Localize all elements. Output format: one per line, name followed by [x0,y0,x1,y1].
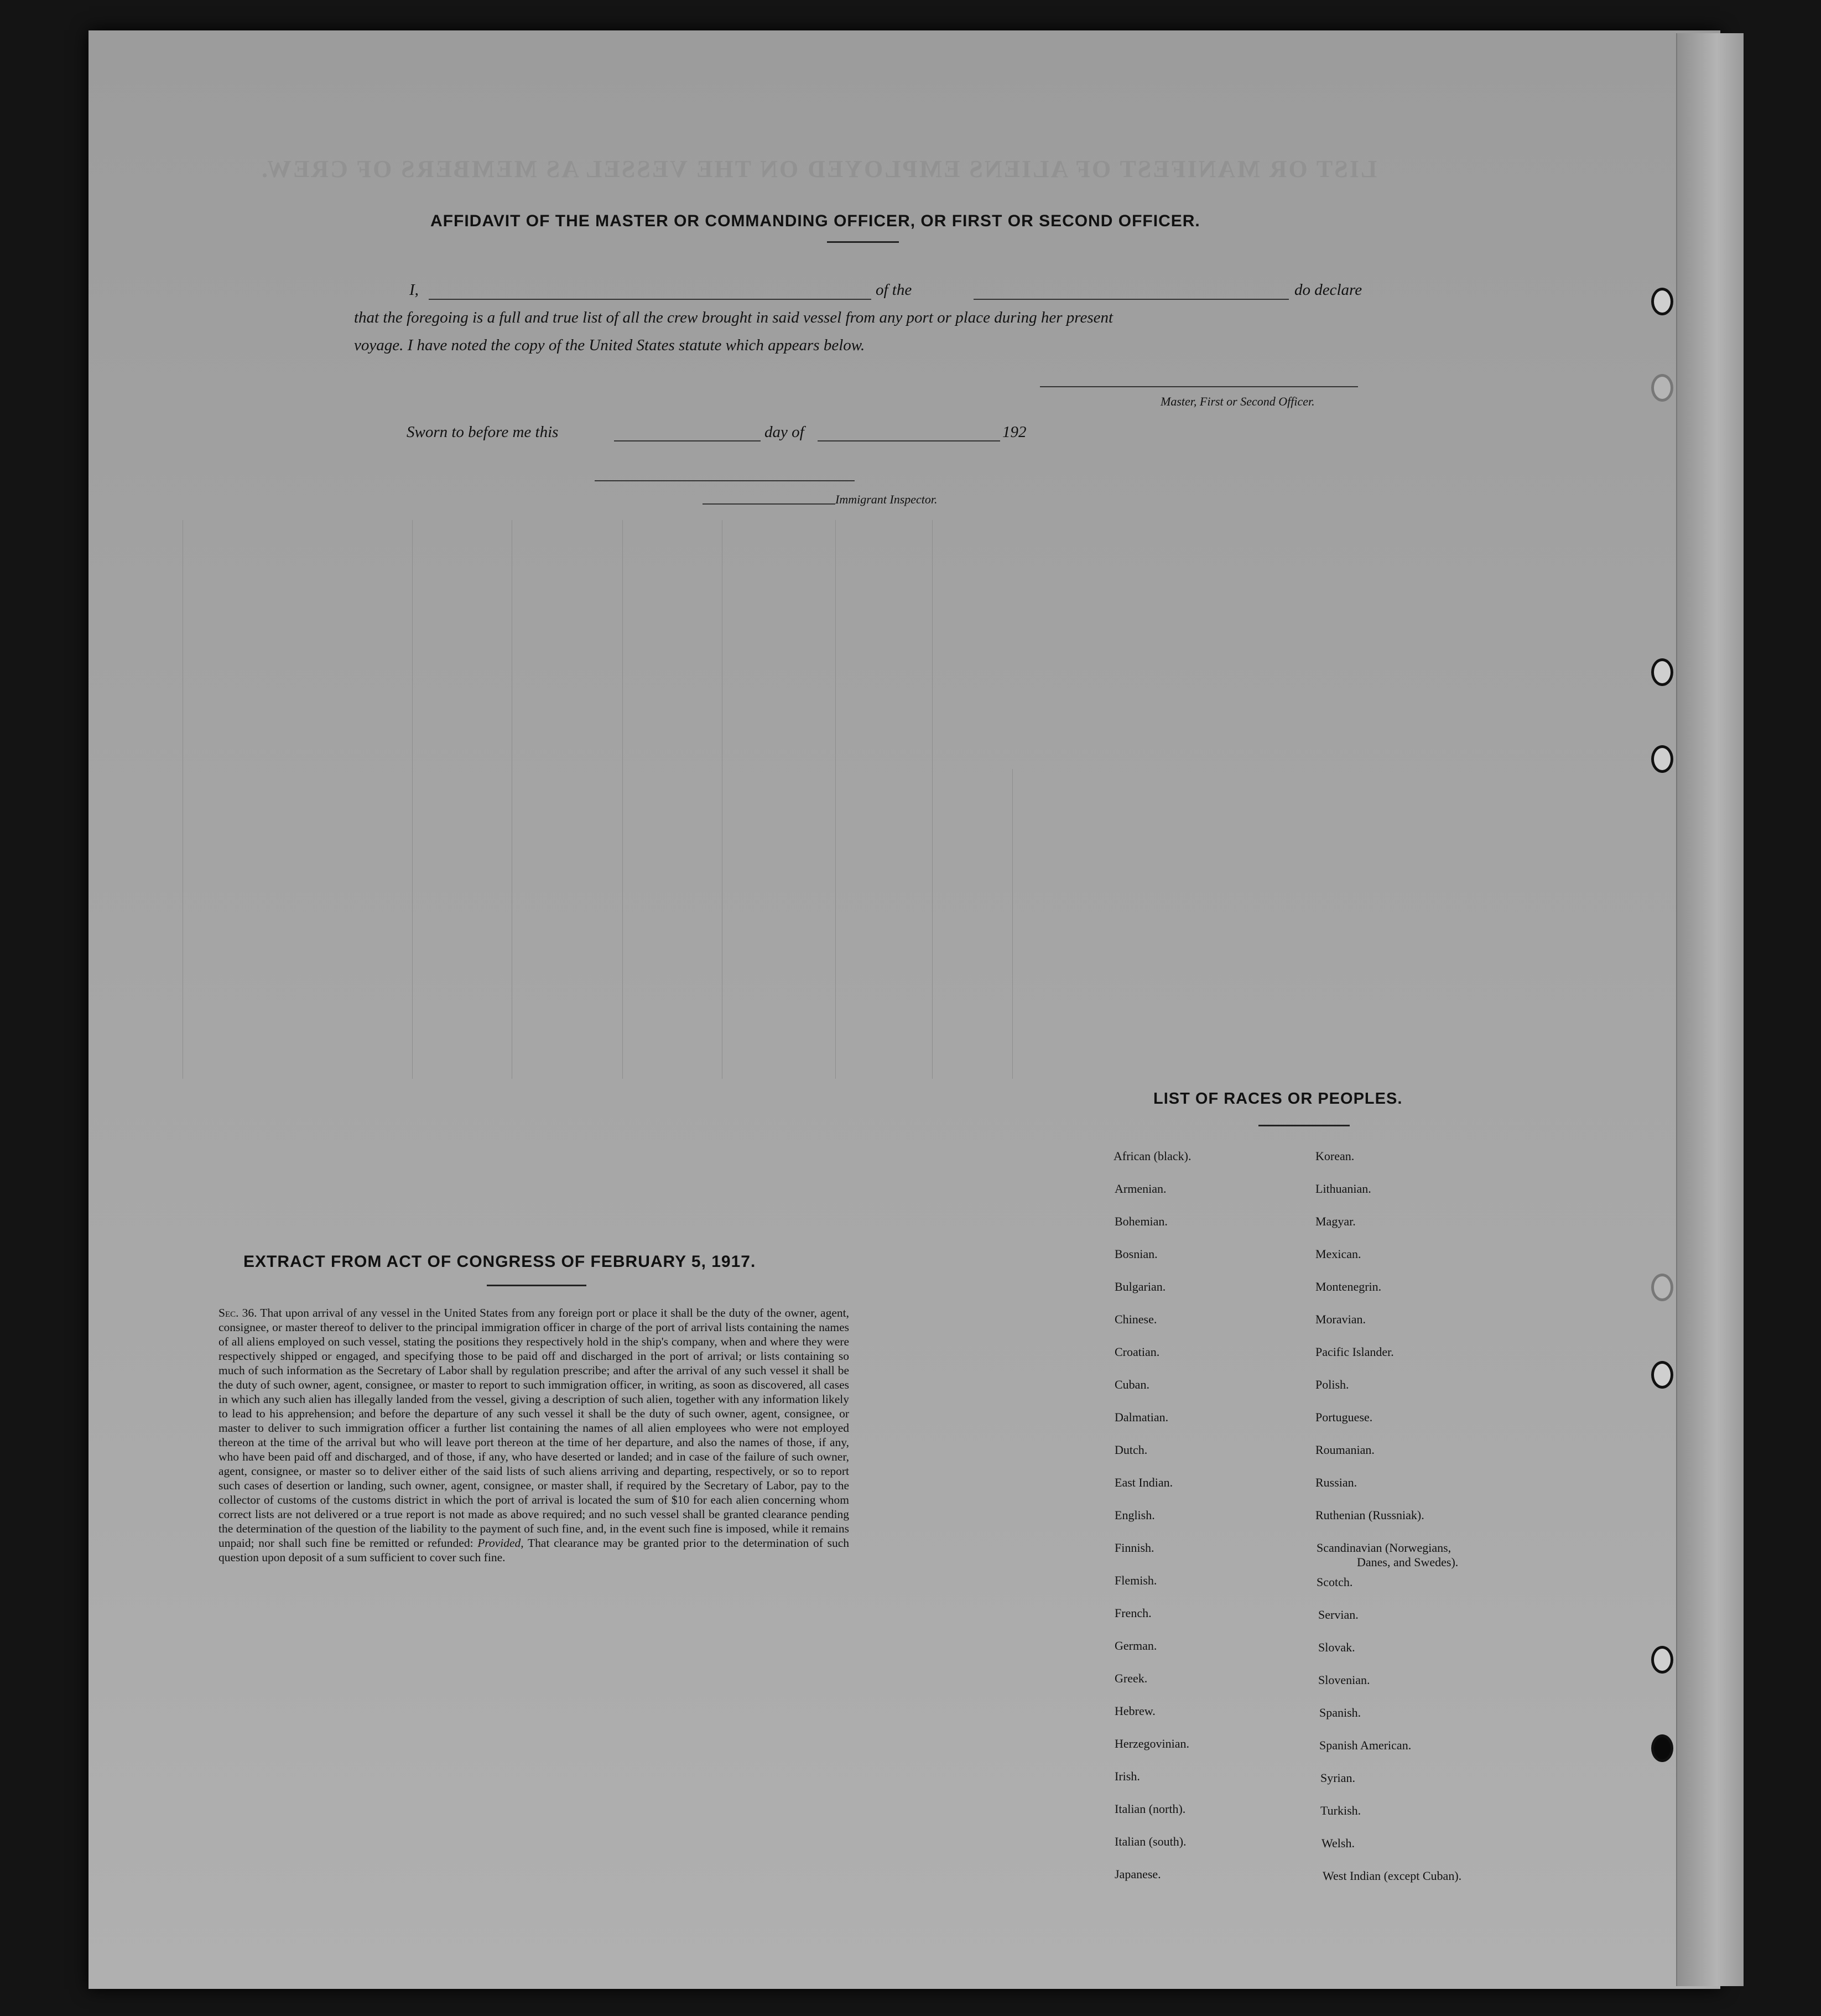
race-item: Ruthenian (Russniak). [1315,1508,1424,1522]
ghost-grid-line [1012,769,1013,1079]
inspector-signature-line [595,480,855,481]
race-item: Portuguese. [1315,1410,1373,1424]
race-item: Dalmatian. [1115,1410,1169,1424]
race-item: Montenegrin. [1315,1280,1382,1293]
bleed-through-heading: LIST OR MANIFEST OF ALIENS EMPLOYED ON THE VESSEL AS MEMBERS OF CREW. [260,155,1377,183]
affidavit-line1-of: of the [876,281,912,299]
binder-hole [1651,1361,1673,1389]
binder-hole [1651,1274,1673,1301]
race-item: Armenian. [1115,1182,1167,1196]
race-item: Cuban. [1115,1378,1149,1391]
race-item: Spanish American. [1319,1738,1412,1752]
race-item: Dutch. [1115,1443,1148,1457]
race-item: Mexican. [1315,1247,1361,1261]
race-item: Servian. [1318,1608,1359,1622]
race-item: French. [1115,1606,1152,1620]
binder-hole [1651,288,1673,315]
sworn-year: 192 [1002,423,1027,441]
race-item: Korean. [1315,1149,1355,1163]
races-title: LIST OF RACES OR PEOPLES. [1153,1090,1403,1108]
race-item: Slovenian. [1318,1673,1370,1687]
race-item: Russian. [1315,1475,1357,1489]
extract-proviso-label: Provided, [477,1536,524,1550]
race-item: Syrian. [1320,1771,1355,1785]
race-item: Finnish. [1115,1541,1154,1555]
race-item: East Indian. [1115,1475,1173,1489]
sworn-prefix: Sworn to before me this [407,423,559,441]
race-item: Welsh. [1321,1836,1355,1850]
extract-body [218,1306,849,1565]
race-item: Danes, and Swedes). [1357,1555,1459,1569]
affidavit-title-rule [827,241,899,243]
race-item: African (black). [1114,1149,1192,1163]
binder-hole [1651,745,1673,773]
ghost-grid-line [622,520,623,1079]
race-item: Bohemian. [1115,1214,1168,1228]
race-item: Flemish. [1115,1573,1157,1587]
race-item: Lithuanian. [1315,1182,1371,1196]
ghost-grid-line [412,520,413,1079]
extract-title: EXTRACT FROM ACT OF CONGRESS OF FEBRUARY 5, 1917. [243,1253,756,1271]
sworn-month-blank [818,440,1000,441]
race-item: Bulgarian. [1115,1280,1166,1293]
race-item: Irish. [1115,1769,1140,1783]
extract-title-rule [487,1285,586,1286]
master-signature-line [1040,386,1358,387]
inspector-caption: Immigrant Inspector. [835,492,938,506]
race-item: Roumanian. [1315,1443,1375,1457]
race-item: Pacific Islander. [1315,1345,1394,1359]
master-signature-caption: Master, First or Second Officer. [1161,394,1315,408]
ghost-grid-line [835,520,836,1079]
page-edge-strip [1676,33,1744,1986]
binder-hole [1651,1646,1673,1674]
race-item: Chinese. [1115,1312,1157,1326]
race-item: English. [1115,1508,1155,1522]
race-item: Italian (north). [1115,1802,1186,1816]
name-blank [429,299,871,300]
race-item: German. [1115,1639,1157,1653]
race-item: Bosnian. [1115,1247,1158,1261]
race-item: Italian (south). [1115,1835,1187,1848]
affidavit-line1-suffix: do declare [1294,281,1362,299]
race-item: Scandinavian (Norwegians, [1317,1541,1451,1555]
race-item: Turkish. [1320,1804,1361,1817]
race-item: Polish. [1315,1378,1349,1391]
race-item: Moravian. [1315,1312,1366,1326]
race-item: Greek. [1115,1671,1148,1685]
extract-text: That upon arrival of any vessel in the United States from any foreign port or place it shall be the duty of the owner, agent, consignee, or master thereof to deliver to the principal immigration officer in charge of the port of arrival lists containing the names of all aliens employed on such vessel, stating the positions they respectively hold in the ship's company, when and where they were respectively shipped or engaged, and specifying those to be paid off and discharged in the port of arrival; or lists containing so much of such information as the Secretary of Labor shall by regulation prescribe; and after the arrival of any such vessel it shall be the duty of such owner, agent, consignee, or master to report to such immigration officer, in writing, as soon as discovered, all cases in which any such alien has illegally landed from the vessel, giving a description of such alien, together with any information likely to lead to his apprehension; and before the departure of any such vessel it shall be the duty of such owner, agent, consignee, or master to deliver to such immigration officer a further list containing the names of all alien employees who were not employed thereon at the time of the arrival but who will leave port thereon at the time of her departure, and also the names of those, if any, who have been paid off and discharged, and of those, if any, who have deserted or landed; and in case of the failure of such owner, agent, consignee, or master so to deliver either of the said lists of such aliens arriving and departing, respectively, or so to report such cases of desertion or landing, such owner, agent, consignee, or master shall, if required by the Secretary of Labor, pay to the collector of customs of the customs district in which the port of arrival is located the sum of $10 for each alien concerning whom correct lists are not delivered or a true report is not made as above required; and no such vessel shall be granted clearance pending the determination of the question of the liability to the payment of such fine, and, in the event such fine is imposed, while it remains unpaid; nor shall such fine be remitted or refunded: [218,1306,849,1550]
vessel-blank [974,299,1289,300]
race-item: Japanese. [1115,1867,1161,1881]
race-item: West Indian (except Cuban). [1323,1869,1462,1883]
race-item: Herzegovinian. [1115,1737,1189,1750]
extract-proviso-text: That clearance may be granted prior to the determination of such question upon deposit of a sum sufficient to cover such fine. [218,1536,850,1564]
affidavit-title: AFFIDAVIT OF THE MASTER OR COMMANDING OFFICER, OR FIRST OR SECOND OFFICER. [430,212,1200,230]
extract-section-label: Sec. 36. [218,1306,257,1319]
binder-hole [1651,374,1673,402]
affidavit-line1-prefix: I, [409,281,419,299]
race-item: Spanish. [1319,1706,1361,1719]
race-item: Hebrew. [1115,1704,1156,1718]
sworn-day-blank [614,440,761,441]
races-title-rule [1258,1125,1350,1126]
binder-hole [1651,1734,1673,1762]
affidavit-line3: voyage. I have noted the copy of the United States statute which appears below. [354,336,865,354]
inspector-caption-rule [703,503,835,505]
race-item: Scotch. [1317,1575,1353,1589]
race-item: Slovak. [1318,1640,1355,1654]
ghost-grid-line [932,520,933,1079]
affidavit-line2: that the foregoing is a full and true list of all the crew brought in said vessel from any port or place during her present [354,309,1114,326]
race-item: Croatian. [1115,1345,1160,1359]
binder-hole [1651,658,1673,686]
sworn-day-of: day of [764,423,804,441]
race-item: Magyar. [1315,1214,1356,1228]
